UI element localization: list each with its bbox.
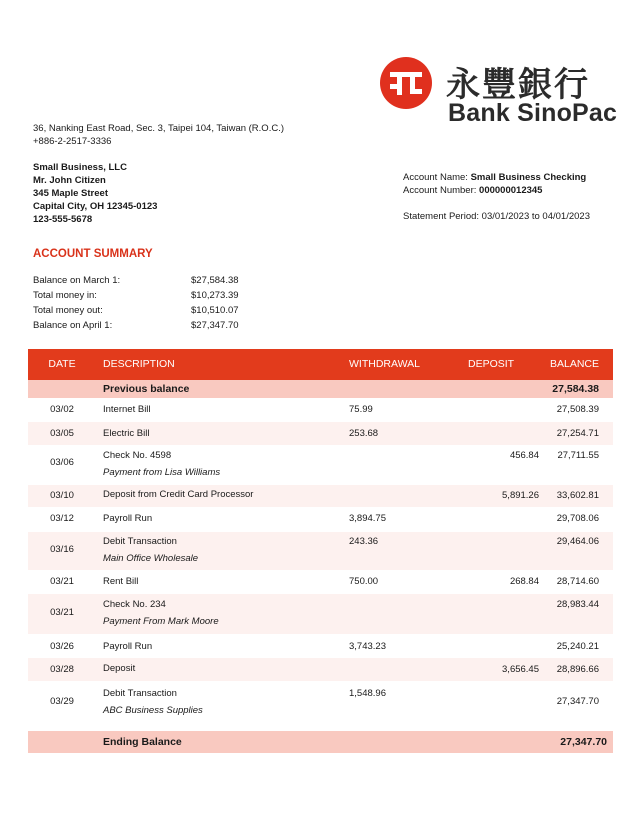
bank-address-block xyxy=(33,122,284,148)
row-description: Deposit from Credit Card Processor xyxy=(103,489,254,500)
summary-label: Total money in: xyxy=(33,290,97,301)
header-date: DATE xyxy=(48,358,76,370)
ending-balance-label: Ending Balance xyxy=(103,736,182,748)
account-summary-title: ACCOUNT SUMMARY xyxy=(33,248,153,260)
row-date: 03/05 xyxy=(50,428,74,439)
table-row xyxy=(28,658,613,681)
summary-value: $10,510.07 xyxy=(191,305,239,316)
customer-phone: 123-555-5678 xyxy=(33,214,93,225)
statement-period: Statement Period: 03/01/2023 to 04/01/2023 xyxy=(403,211,590,222)
table-row xyxy=(28,532,613,570)
account-number-value: 000000012345 xyxy=(479,185,543,196)
bank-logo-icon xyxy=(380,57,432,109)
table-row xyxy=(28,445,613,485)
summary-label: Balance on April 1: xyxy=(33,320,113,331)
row-balance: 25,240.21 xyxy=(556,641,599,652)
row-description: Check No. 234 xyxy=(103,599,166,610)
table-row xyxy=(28,570,613,594)
summary-label: Total money out: xyxy=(33,305,103,316)
row-withdrawal: 243.36 xyxy=(349,536,379,547)
row-balance: 27,347.70 xyxy=(556,696,599,707)
row-date: 03/28 xyxy=(50,664,74,675)
row-date: 03/16 xyxy=(50,544,74,555)
row-date: 03/21 xyxy=(50,576,74,587)
table-row xyxy=(28,634,613,658)
summary-value: $27,584.38 xyxy=(191,275,239,286)
header-deposit: DEPOSIT xyxy=(468,358,515,370)
row-balance: 27,254.71 xyxy=(556,428,599,439)
row-deposit: 3,656.45 xyxy=(502,664,539,675)
row-date: 03/21 xyxy=(50,607,74,618)
table-row xyxy=(28,398,613,422)
row-balance: 27,508.39 xyxy=(556,404,599,415)
summary-row xyxy=(33,273,239,288)
row-withdrawal: 3,743.23 xyxy=(349,641,386,652)
account-name-label: Account Name: xyxy=(403,172,468,183)
bank-name-english: Bank SinoPac xyxy=(448,99,618,127)
table-row xyxy=(28,507,613,532)
row-balance: 28,983.44 xyxy=(556,599,599,610)
row-description: Payroll Run xyxy=(103,513,153,524)
table-header xyxy=(28,349,613,380)
account-summary xyxy=(33,273,239,333)
summary-value: $10,273.39 xyxy=(191,290,239,301)
account-name-value: Small Business Checking xyxy=(470,172,587,183)
row-balance: 29,708.06 xyxy=(556,513,599,524)
account-info xyxy=(403,171,586,197)
bank-logo xyxy=(380,57,620,127)
row-description: Debit Transaction xyxy=(103,536,177,547)
table-row xyxy=(28,681,613,727)
row-withdrawal: 750.00 xyxy=(349,576,379,587)
transactions-table xyxy=(28,349,613,753)
row-withdrawal: 253.68 xyxy=(349,428,379,439)
ending-balance-value: 27,347.70 xyxy=(560,736,607,748)
table-row xyxy=(28,422,613,445)
row-date: 03/29 xyxy=(50,696,74,707)
customer-address-block xyxy=(33,161,157,226)
row-date: 03/06 xyxy=(50,457,74,468)
row-description: Deposit xyxy=(103,663,136,674)
header-description: DESCRIPTION xyxy=(103,358,175,370)
previous-balance-value: 27,584.38 xyxy=(552,383,599,395)
table-row xyxy=(28,485,613,507)
row-deposit: 5,891.26 xyxy=(502,490,539,501)
row-balance: 29,464.06 xyxy=(556,536,599,547)
row-date: 03/12 xyxy=(50,513,74,524)
row-description: Debit Transaction xyxy=(103,688,177,699)
row-description: Internet Bill xyxy=(103,404,151,415)
bank-address: 36, Nanking East Road, Sec. 3, Taipei 104, Taiwan (R.O.C.) xyxy=(33,123,285,134)
row-balance: 28,896.66 xyxy=(556,664,599,675)
ending-balance-row xyxy=(28,731,613,753)
summary-row xyxy=(33,318,239,333)
row-withdrawal: 75.99 xyxy=(349,404,373,415)
previous-balance-row xyxy=(28,380,613,398)
row-sub-description: Payment from Lisa Williams xyxy=(103,467,221,478)
row-description: Electric Bill xyxy=(103,428,150,439)
customer-company: Small Business, LLC xyxy=(33,162,127,173)
row-withdrawal: 3,894.75 xyxy=(349,513,386,524)
row-balance: 33,602.81 xyxy=(556,490,599,501)
bank-name-chinese: 永豐銀行 xyxy=(446,65,590,105)
summary-row xyxy=(33,288,239,303)
row-description: Rent Bill xyxy=(103,576,139,587)
summary-row xyxy=(33,303,239,318)
row-sub-description: ABC Business Supplies xyxy=(103,705,203,716)
row-balance: 28,714.60 xyxy=(556,576,599,587)
row-deposit: 268.84 xyxy=(509,576,539,587)
previous-balance-label: Previous balance xyxy=(103,383,190,395)
row-withdrawal: 1,548.96 xyxy=(349,688,386,699)
row-description: Check No. 4598 xyxy=(103,450,172,461)
row-description: Payroll Run xyxy=(103,641,153,652)
bank-phone: +886-2-2517-3336 xyxy=(33,136,112,147)
row-sub-description: Main Office Wholesale xyxy=(103,553,199,564)
row-date: 03/10 xyxy=(50,490,74,501)
customer-city: Capital City, OH 12345-0123 xyxy=(33,201,158,212)
row-date: 03/26 xyxy=(50,641,74,652)
summary-label: Balance on March 1: xyxy=(33,275,121,286)
customer-street: 345 Maple Street xyxy=(33,188,108,199)
row-sub-description: Payment From Mark Moore xyxy=(103,616,219,627)
header-withdrawal: WITHDRAWAL xyxy=(349,358,420,370)
row-deposit: 456.84 xyxy=(509,450,539,461)
customer-name: Mr. John Citizen xyxy=(33,175,106,186)
table-row xyxy=(28,594,613,634)
row-balance: 27,711.55 xyxy=(557,450,599,461)
row-date: 03/02 xyxy=(50,404,74,415)
summary-value: $27,347.70 xyxy=(191,320,239,331)
header-balance: BALANCE xyxy=(549,358,599,370)
account-number-label: Account Number: xyxy=(403,185,477,196)
